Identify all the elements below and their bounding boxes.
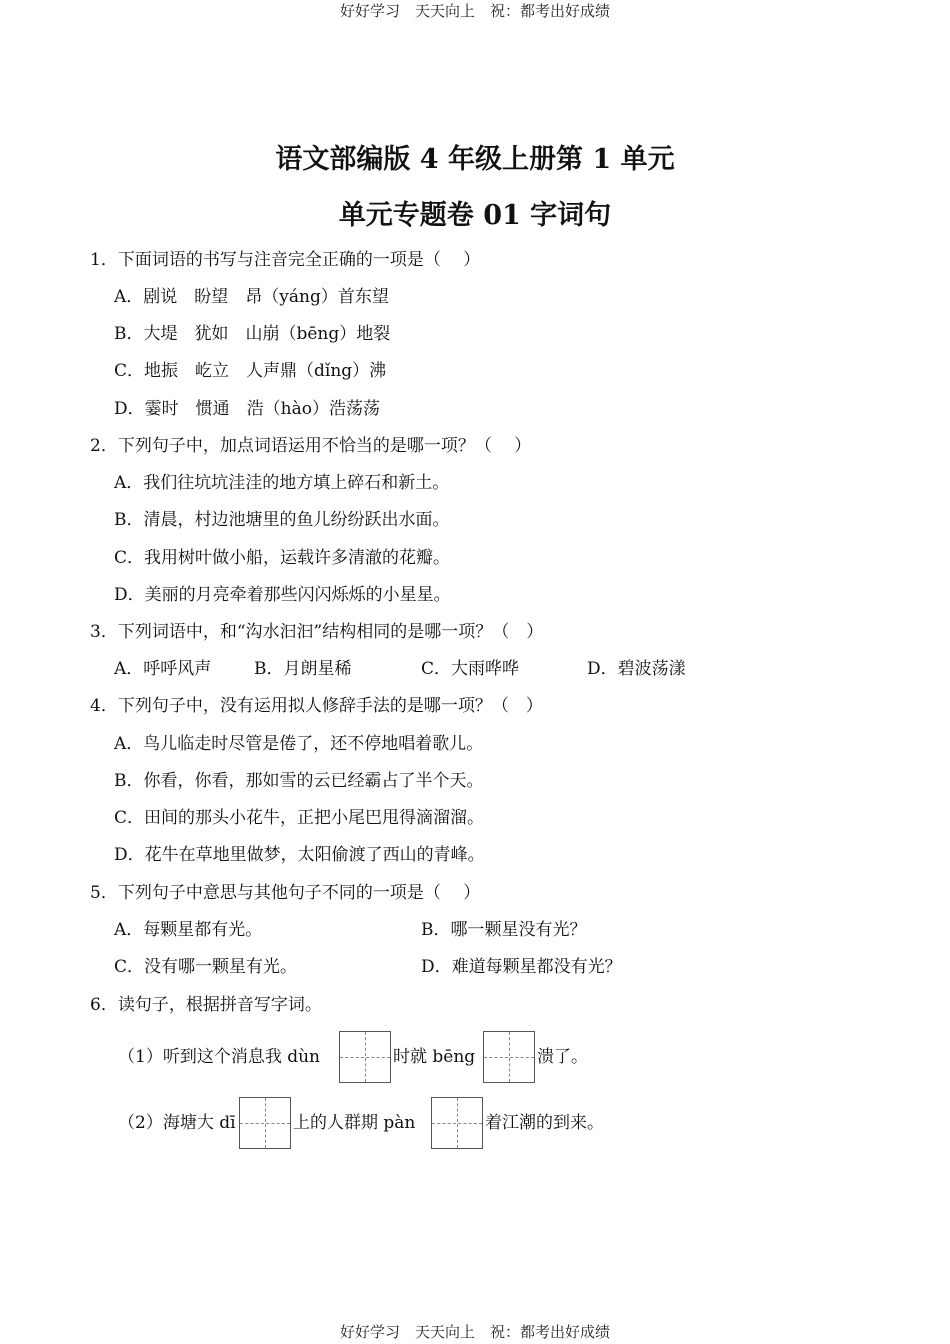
question-2-option-a: A．我们往坑坑洼洼的地方填上碎石和新土。	[114, 473, 450, 493]
answer-box-pan[interactable]	[431, 1097, 483, 1149]
answer-box-beng[interactable]	[483, 1031, 535, 1083]
question-3-stem: 3．下列词语中，和“沟水汩汩”结构相同的是哪一项？（ ）	[90, 622, 544, 642]
question-6-sentence-1-part-2: 时就 bēng	[393, 1047, 476, 1067]
question-1-stem: 1．下面词语的书写与注音完全正确的一项是（ ）	[90, 250, 481, 270]
question-1-option-c: C．地振 屹立 人声鼎（dǐng）沸	[114, 361, 387, 381]
page-header: 好好学习 天天向上 祝：都考出好成绩	[339, 2, 610, 20]
question-3-option-a: A．呼呼风声	[114, 659, 212, 679]
question-4-option-d: D．花牛在草地里做梦，太阳偷渡了西山的青峰。	[114, 845, 485, 865]
question-1-option-a: A．剧说 盼望 昂（yáng）首东望	[114, 287, 389, 307]
question-5-option-a: A．每颗星都有光。	[114, 920, 263, 940]
question-3-option-c: C．大雨哗哗	[421, 659, 520, 679]
question-6-sentence-1-part-1: （1）听到这个消息我 dùn	[118, 1047, 320, 1067]
question-4-option-b: B．你看，你看，那如雪的云已经霸占了半个天。	[114, 771, 484, 791]
question-4-stem: 4．下列句子中，没有运用拟人修辞手法的是哪一项？（ ）	[90, 696, 543, 716]
question-2-option-c: C．我用树叶做小船，运载许多清澈的花瓣。	[114, 548, 451, 568]
question-2-option-b: B．清晨，村边池塘里的鱼儿纷纷跃出水面。	[114, 510, 450, 530]
question-6-sentence-2-part-3: 着江潮的到来。	[485, 1113, 604, 1133]
page-subtitle: 单元专题卷 01 字词句	[338, 200, 612, 231]
question-6-sentence-2-part-1: （2）海塘大 dī	[118, 1113, 236, 1133]
question-5-option-d: D．难道每颗星都没有光？	[421, 957, 622, 977]
answer-box-dun[interactable]	[339, 1031, 391, 1083]
question-5-option-c: C．没有哪一颗星有光。	[114, 957, 298, 977]
question-6-stem: 6．读句子，根据拼音写字词。	[90, 995, 322, 1015]
question-2-stem: 2．下列句子中，加点词语运用不恰当的是哪一项？（ ）	[90, 436, 532, 456]
question-6-sentence-2-part-2: 上的人群期 pàn	[293, 1113, 416, 1133]
question-3-option-d: D．碧波荡漾	[587, 659, 686, 679]
page-title: 语文部编版 4 年级上册第 1 单元	[275, 144, 675, 175]
question-1-option-b: B．大堤 犹如 山崩（bēng）地裂	[114, 324, 391, 344]
answer-box-di[interactable]	[239, 1097, 291, 1149]
question-6-sentence-1-part-3: 溃了。	[537, 1047, 588, 1067]
question-5-option-b: B．哪一颗星没有光？	[421, 920, 587, 940]
question-4-option-c: C．田间的那头小花牛，正把小尾巴甩得滴溜溜。	[114, 808, 485, 828]
question-3-option-b: B．月朗星稀	[254, 659, 352, 679]
question-5-stem: 5．下列句子中意思与其他句子不同的一项是（ ）	[90, 883, 481, 903]
question-4-option-a: A．鸟儿临走时尽管是倦了，还不停地唱着歌儿。	[114, 734, 484, 754]
question-2-option-d: D．美丽的月亮牵着那些闪闪烁烁的小星星。	[114, 585, 451, 605]
question-1-option-d: D．霎时 惯通 浩（hào）浩荡荡	[114, 399, 380, 419]
page-footer: 好好学习 天天向上 祝：都考出好成绩	[339, 1323, 610, 1341]
